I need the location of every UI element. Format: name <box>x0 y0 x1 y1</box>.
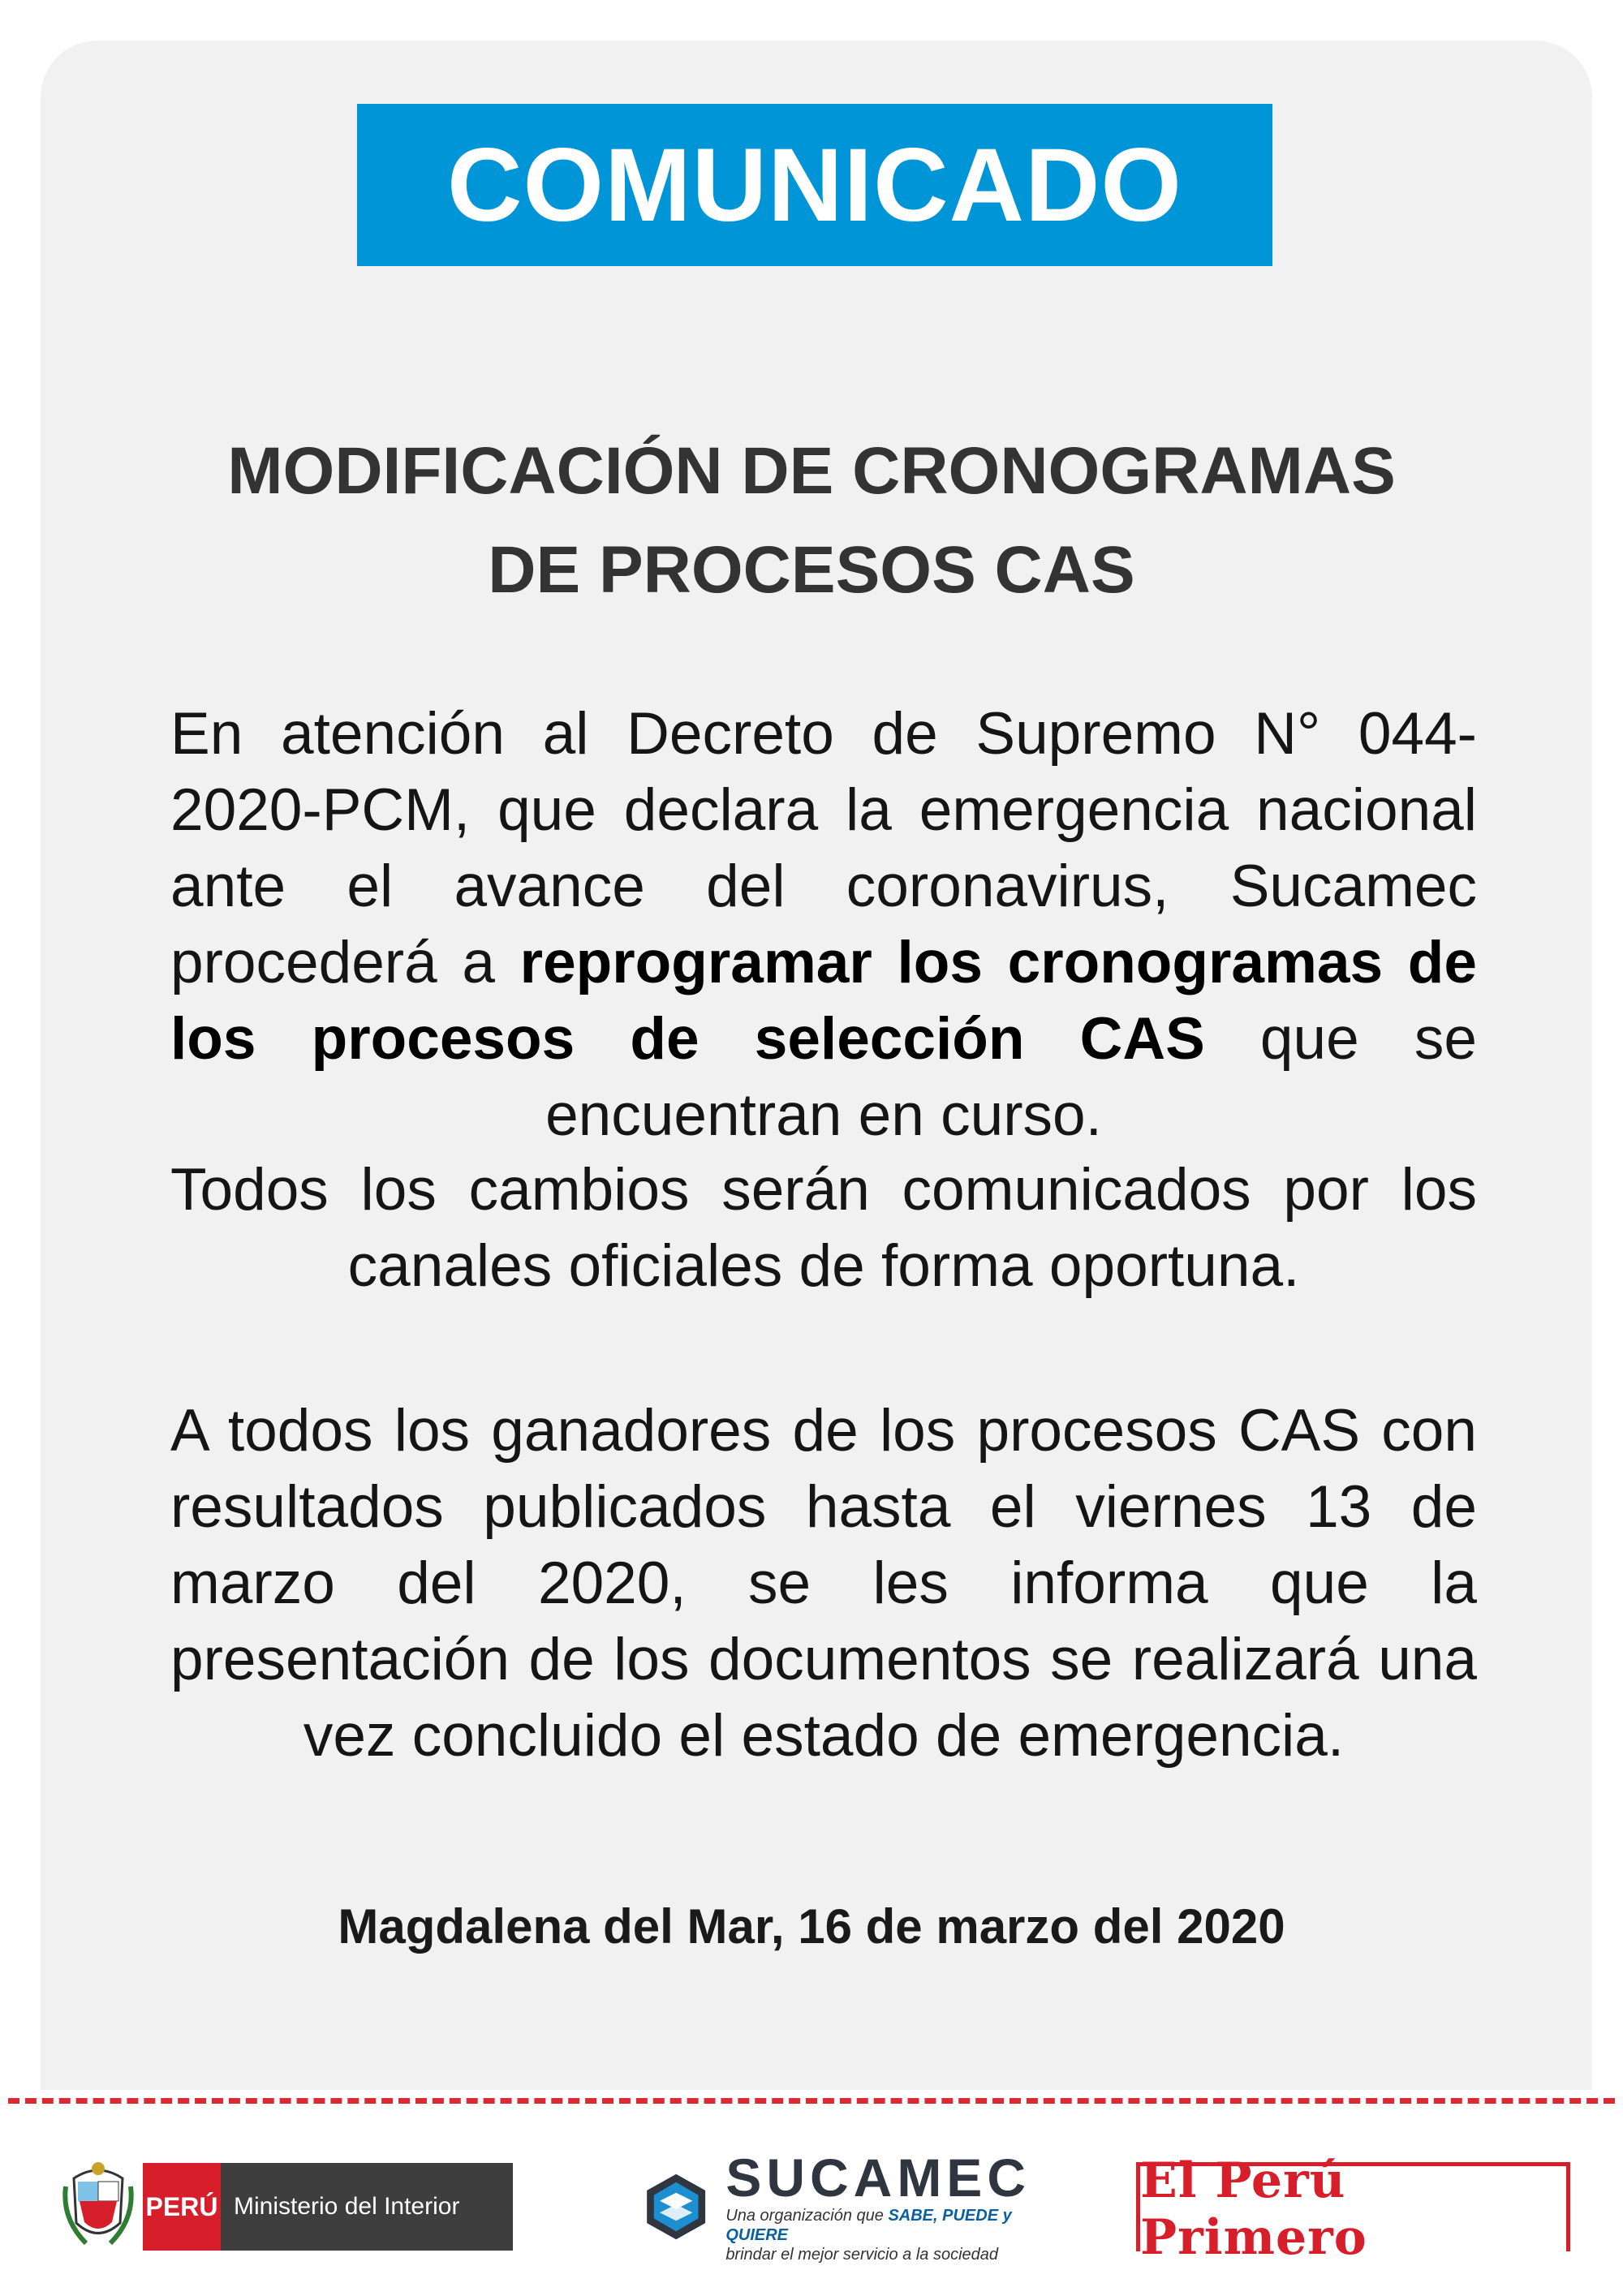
ministry-label: Ministerio del Interior <box>221 2163 513 2251</box>
banner-title: COMUNICADO <box>447 127 1182 243</box>
sucamec-name: SUCAMEC <box>725 2148 1031 2208</box>
paragraph-decree-bold: reprogramar los cronogramas de los procesos de selección CAS <box>170 930 1477 1072</box>
sucamec-tagline-b: brindar el mejor servicio a la sociedad <box>725 2246 999 2264</box>
paragraph-decree <box>170 696 1477 1154</box>
comunicado-banner <box>357 104 1272 266</box>
paragraph-decree-text-a: En atención al Decreto de Supremo N° 044-2020-PCM, que declara la emergencia nacional ante el avance del coronavirus, Sucamec procederá a <box>170 701 1477 995</box>
paragraph-decree-text-b: que se encuentran en curso. <box>545 1006 1477 1148</box>
sucamec-logo <box>641 2142 1031 2272</box>
footer-divider <box>8 2098 1615 2104</box>
paragraph-changes: Todos los cambios serán comunicados por los canales oficiales de forma oportuna. <box>170 1157 1477 1299</box>
slogan-frame <box>1136 2152 1570 2266</box>
sucamec-tagline <box>725 2206 1031 2264</box>
sucamec-tagline-a: Una organización que <box>725 2207 889 2225</box>
sucamec-tagline-bold: SABE, PUEDE y QUIERE <box>725 2207 1012 2244</box>
el-peru-primero-logo <box>1136 2142 1591 2272</box>
sucamec-hexagon-icon <box>641 2159 711 2255</box>
paragraph-winners: A todos los ganadores de los procesos CAS con resultados publicados hasta el viernes 13 de marzo del 2020, se les informa que la presentación de los documentos se realizará una vez concluido el estado de emergencia. <box>170 1398 1477 1769</box>
notice-subject <box>122 422 1501 620</box>
mininter-logo <box>62 2142 516 2272</box>
coat-of-arms-icon <box>62 2154 135 2259</box>
subject-line-2: DE PROCESOS CAS <box>488 533 1135 607</box>
subject-line-1: MODIFICACIÓN DE CRONOGRAMAS <box>227 434 1396 508</box>
place-date: Magdalena del Mar, 16 de marzo del 2020 <box>338 1899 1285 1954</box>
peru-label: PERÚ <box>143 2163 221 2251</box>
slogan-text: El Perú Primero <box>1140 2152 1367 2266</box>
